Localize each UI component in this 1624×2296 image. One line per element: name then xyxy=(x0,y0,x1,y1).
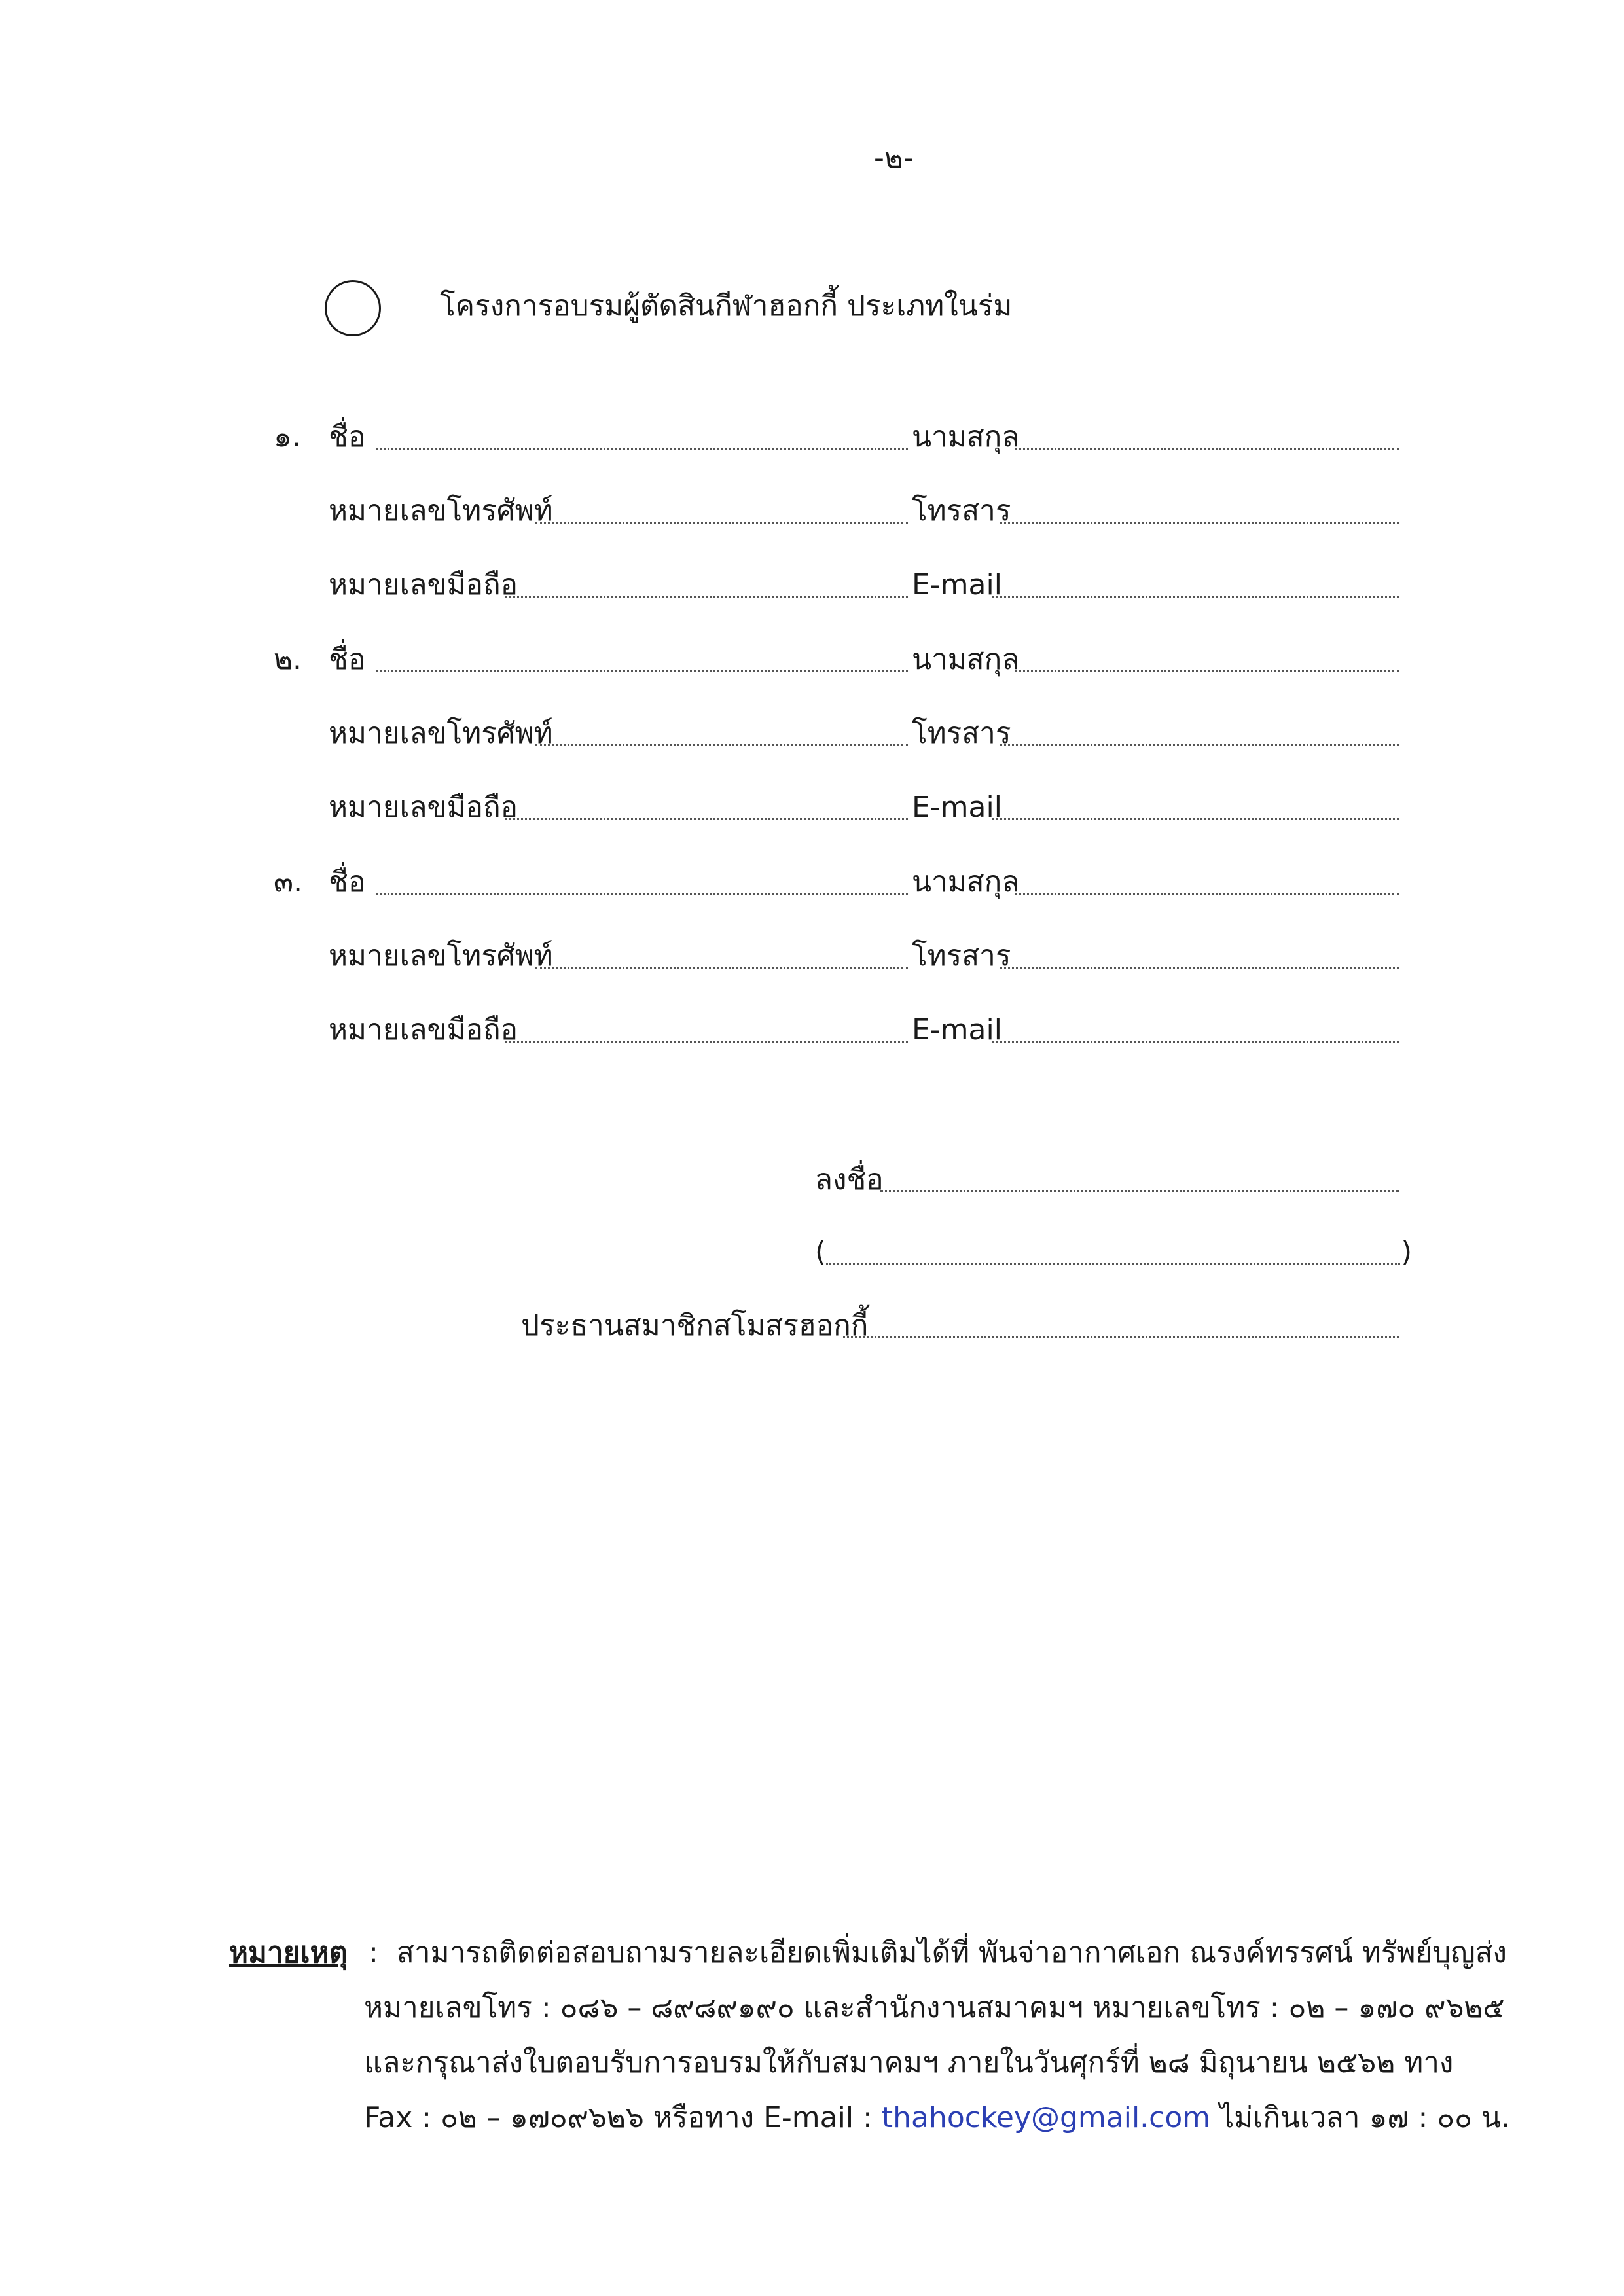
phone-label: หมายเลขโทรศัพท์ xyxy=(329,717,553,750)
email-field[interactable] xyxy=(992,596,1399,598)
project-title: โครงการอบรมผู้ตัดสินกีฬาฮอกกี้ ประเภทในร่ม xyxy=(440,289,1013,323)
note-line-3: และกรุณาส่งใบตอบรับการอบรมให้กับสมาคมฯ ภายในวันศุกร์ที่ ๒๘ มิถุนายน ๒๕๖๒ ทาง xyxy=(364,2046,1454,2079)
phone-field[interactable] xyxy=(535,967,908,969)
phone-field[interactable] xyxy=(535,522,908,524)
participant-number: ๒. xyxy=(274,643,302,676)
surname-label: นามสกุล xyxy=(912,643,1020,676)
printed-name-line[interactable] xyxy=(826,1263,1400,1265)
mobile-field[interactable] xyxy=(505,596,908,598)
note-colon: : xyxy=(369,1936,378,1969)
contact-email-link[interactable]: thahockey@gmail.com xyxy=(881,2101,1211,2134)
note-label-text: หมายเหตุ xyxy=(229,1936,348,1969)
note-line-4-suffix: ไม่เกินเวลา ๑๗ : ๐๐ น. xyxy=(1219,2101,1511,2134)
note-line-4-prefix: Fax : ๐๒ – ๑๗๐๙๖๒๖ หรือทาง E-mail : xyxy=(364,2101,873,2134)
participant-number: ๑. xyxy=(274,420,301,454)
phone-label: หมายเลขโทรศัพท์ xyxy=(329,939,553,973)
name-label: ชื่อ xyxy=(329,865,366,899)
surname-field[interactable] xyxy=(1015,670,1399,672)
email-field[interactable] xyxy=(992,1041,1399,1043)
email-label: E-mail xyxy=(912,791,1002,824)
name-field[interactable] xyxy=(376,448,908,450)
surname-label: นามสกุล xyxy=(912,865,1020,899)
page-number: -๒- xyxy=(874,141,914,175)
mobile-label: หมายเลขมือถือ xyxy=(329,791,518,824)
mobile-field[interactable] xyxy=(505,818,908,820)
name-label: ชื่อ xyxy=(329,420,366,454)
fax-field[interactable] xyxy=(1000,522,1399,524)
surname-field[interactable] xyxy=(1015,893,1399,895)
phone-label: หมายเลขโทรศัพท์ xyxy=(329,494,553,528)
email-field[interactable] xyxy=(992,818,1399,820)
note-label xyxy=(229,1935,378,1971)
fax-field[interactable] xyxy=(1000,744,1399,746)
email-label: E-mail xyxy=(912,1013,1002,1047)
participant-number: ๓. xyxy=(274,865,303,899)
surname-label: นามสกุล xyxy=(912,420,1020,454)
selection-circle[interactable] xyxy=(325,280,381,336)
mobile-label: หมายเลขมือถือ xyxy=(329,1013,518,1047)
signature-line[interactable] xyxy=(880,1190,1399,1192)
note-line-4 xyxy=(364,2100,1510,2136)
president-line[interactable] xyxy=(843,1336,1399,1338)
name-label: ชื่อ xyxy=(329,643,366,676)
fax-label: โทรสาร xyxy=(912,717,1011,750)
note-line-2: หมายเลขโทร : ๐๘๖ – ๘๙๘๙๑๙๐ และสำนักงานสมาคมฯ หมายเลขโทร : ๐๒ – ๑๗๐ ๙๖๒๕ xyxy=(364,1991,1505,2024)
phone-field[interactable] xyxy=(535,744,908,746)
paren-close: ) xyxy=(1401,1235,1413,1268)
mobile-label: หมายเลขมือถือ xyxy=(329,568,518,601)
name-field[interactable] xyxy=(376,670,908,672)
email-label: E-mail xyxy=(912,568,1002,601)
fax-label: โทรสาร xyxy=(912,939,1011,973)
mobile-field[interactable] xyxy=(505,1041,908,1043)
fax-field[interactable] xyxy=(1000,967,1399,969)
sign-label: ลงชื่อ xyxy=(815,1163,884,1196)
note-line-1: สามารถติดต่อสอบถามรายละเอียดเพิ่มเติมได้ที่ พันจ่าอากาศเอก ณรงค์ทรรศน์ ทรัพย์บุญส่ง xyxy=(397,1936,1507,1969)
fax-label: โทรสาร xyxy=(912,494,1011,528)
name-field[interactable] xyxy=(376,893,908,895)
president-label: ประธานสมาชิกสโมสรฮอกกี้ xyxy=(521,1309,869,1342)
surname-field[interactable] xyxy=(1015,448,1399,450)
paren-open: ( xyxy=(815,1235,827,1268)
